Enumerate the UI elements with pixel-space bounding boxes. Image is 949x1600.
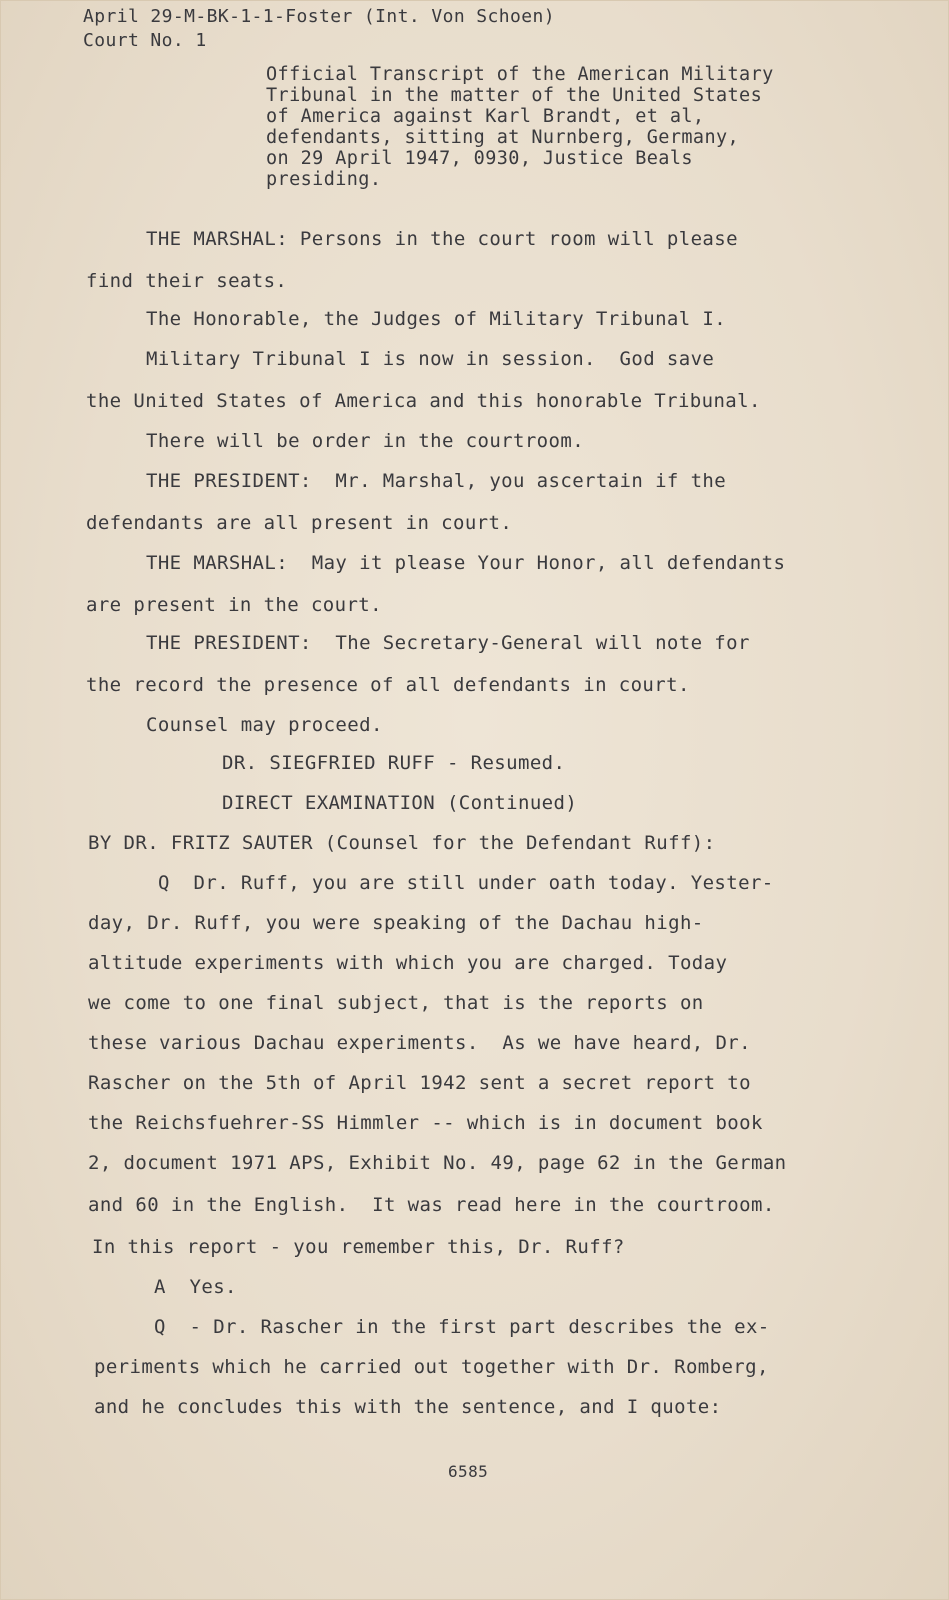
body-line: and he concludes this with the sentence, and I quote: xyxy=(94,1396,722,1418)
body-line: BY DR. FRITZ SAUTER (Counsel for the Defendant Ruff): xyxy=(88,832,716,854)
body-line: The Honorable, the Judges of Military Tribunal I. xyxy=(146,308,727,330)
title-line: presiding. xyxy=(266,169,382,190)
body-line: these various Dachau experiments. As we have heard, Dr. xyxy=(88,1032,751,1054)
body-line: Military Tribunal I is now in session. God save xyxy=(146,348,715,370)
body-line: day, Dr. Ruff, you were speaking of the Dachau high- xyxy=(88,912,704,934)
body-line: the record the presence of all defendants in court. xyxy=(86,674,690,696)
title-line: Official Transcript of the American Military xyxy=(266,64,774,85)
body-line: are present in the court. xyxy=(86,594,382,616)
body-line: DR. SIEGFRIED RUFF - Resumed. xyxy=(222,752,566,774)
body-line: 2, document 1971 APS, Exhibit No. 49, page 62 in the German xyxy=(88,1152,787,1174)
body-line: A Yes. xyxy=(154,1276,237,1298)
body-line: periments which he carried out together with Dr. Romberg, xyxy=(94,1356,769,1378)
body-line: and 60 in the English. It was read here in the courtroom. xyxy=(88,1194,775,1216)
body-line: THE MARSHAL: Persons in the court room will please xyxy=(146,228,738,250)
body-line: There will be order in the courtroom. xyxy=(146,430,585,452)
title-line: on 29 April 1947, 0930, Justice Beals xyxy=(266,148,693,169)
title-line: defendants, sitting at Nurnberg, Germany, xyxy=(266,127,740,148)
body-line: THE PRESIDENT: The Secretary-General will note for xyxy=(146,632,750,654)
body-line: the Reichsfuehrer-SS Himmler -- which is in document book xyxy=(88,1112,763,1134)
body-line: defendants are all present in court. xyxy=(86,512,513,534)
body-line: Rascher on the 5th of April 1942 sent a secret report to xyxy=(88,1072,751,1094)
body-line: THE PRESIDENT: Mr. Marshal, you ascertain if the xyxy=(146,470,727,492)
body-line: find their seats. xyxy=(86,270,288,292)
body-line: we come to one final subject, that is the reports on xyxy=(88,992,704,1014)
title-line: Tribunal in the matter of the United States xyxy=(266,85,763,106)
header-line-2: Court No. 1 xyxy=(83,30,207,51)
page-number: 6585 xyxy=(448,1462,489,1481)
body-line: altitude experiments with which you are charged. Today xyxy=(88,952,728,974)
body-line: Q Dr. Ruff, you are still under oath today. Yester- xyxy=(158,872,774,894)
body-line: Q - Dr. Rascher in the first part describes the ex- xyxy=(154,1316,770,1338)
body-line: the United States of America and this honorable Tribunal. xyxy=(86,390,761,412)
body-line: THE MARSHAL: May it please Your Honor, all defendants xyxy=(146,552,786,574)
body-line: In this report - you remember this, Dr. Ruff? xyxy=(92,1236,625,1258)
body-line: DIRECT EXAMINATION (Continued) xyxy=(222,792,578,814)
header-line-1: April 29-M-BK-1-1-Foster (Int. Von Schoen) xyxy=(83,6,555,27)
body-line: Counsel may proceed. xyxy=(146,714,383,736)
title-line: of America against Karl Brandt, et al, xyxy=(266,106,705,127)
